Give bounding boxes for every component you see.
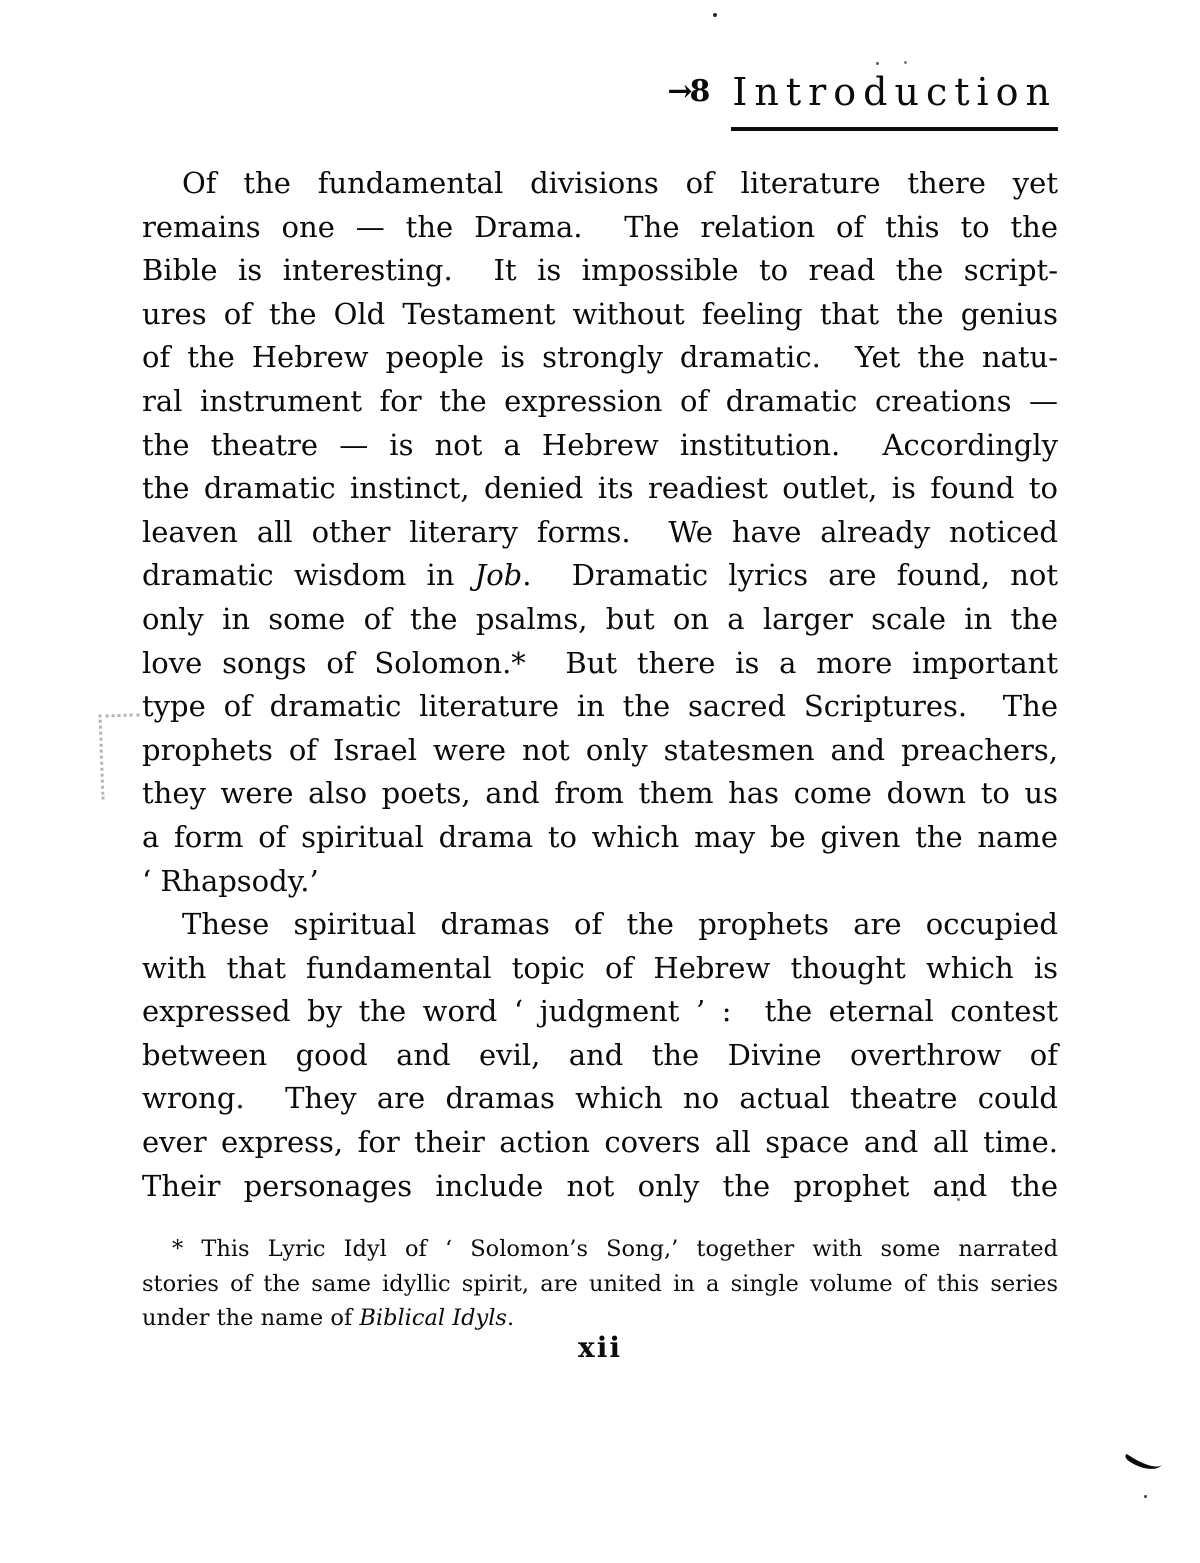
text-line: Bible is interesting. It is impossible to read the script- [142,253,1058,288]
text-line: dramatic wisdom in Job. Dramatic lyrics are found, not [142,558,1058,593]
text-line: of the Hebrew people is strongly dramatic. Yet the natu- [142,340,1058,375]
text-line: Their personages include not only the prophet and the [142,1168,1058,1203]
page-number: xii [578,1331,622,1364]
text-line: ral instrument for the expression of dramatic creations — [142,383,1058,418]
text-line: * This Lyric Idyl of ‘ Solomon’s Song,’ together with some narrated [172,1236,1058,1262]
text-line: ures of the Old Testament without feeling that the genius [142,296,1058,331]
ink-speck [713,13,717,17]
fleuron-ornament-icon: →8 [667,74,708,109]
pencil-margin-mark [99,713,143,799]
text-line: stories of the same idyllic spirit, are united in a single volume of this series [142,1270,1058,1297]
text-line: under the name of Biblical Idyls. [142,1305,515,1331]
text-line: only in some of the psalms, but on a larger scale in the [142,601,1058,636]
paragraph [142,162,1058,903]
ink-speck [904,61,907,64]
text-line: ever express, for their action covers all space and all time. [142,1125,1058,1160]
text-line: ‘ Rhapsody.’ [142,863,319,898]
text-line: remains one — the Drama. The relation of this to the [142,209,1058,244]
ink-speck [1144,1495,1147,1498]
text-line: These spiritual dramas of the prophets are occupied [182,907,1058,942]
stray-ink-mark [1124,1442,1165,1477]
text-line: between good and evil, and the Divine overthrow of [142,1037,1058,1072]
text-line: the theatre — is not a Hebrew institution. Accordingly [142,427,1058,462]
text-line: expressed by the word ‘ judgment ’ : the eternal contest [142,994,1058,1029]
text-line: a form of spiritual drama to which may be given the name [142,819,1058,854]
text-line: leaven all other literary forms. We have already noticed [142,514,1058,549]
paragraph [142,903,1058,1208]
ink-speck [876,62,879,65]
text-line: type of dramatic literature in the sacred Scriptures. The [142,689,1058,724]
text-line: with that fundamental topic of Hebrew thought which is [142,950,1058,985]
page-title: Introduction [731,70,1058,131]
text-line: the dramatic instinct, denied its readiest outlet, is found to [142,471,1058,506]
text-line: prophets of Israel were not only statesmen and preachers, [142,732,1058,767]
body-text [142,162,1058,1208]
text-line: they were also poets, and from them has come down to us [142,776,1058,811]
running-head [142,70,1058,131]
text-line: love songs of Solomon.* But there is a more important [142,645,1058,680]
footnote [142,1232,1058,1336]
text-line: wrong. They are dramas which no actual theatre could [142,1081,1058,1116]
text-line: Of the fundamental divisions of literature there yet [182,166,1058,200]
